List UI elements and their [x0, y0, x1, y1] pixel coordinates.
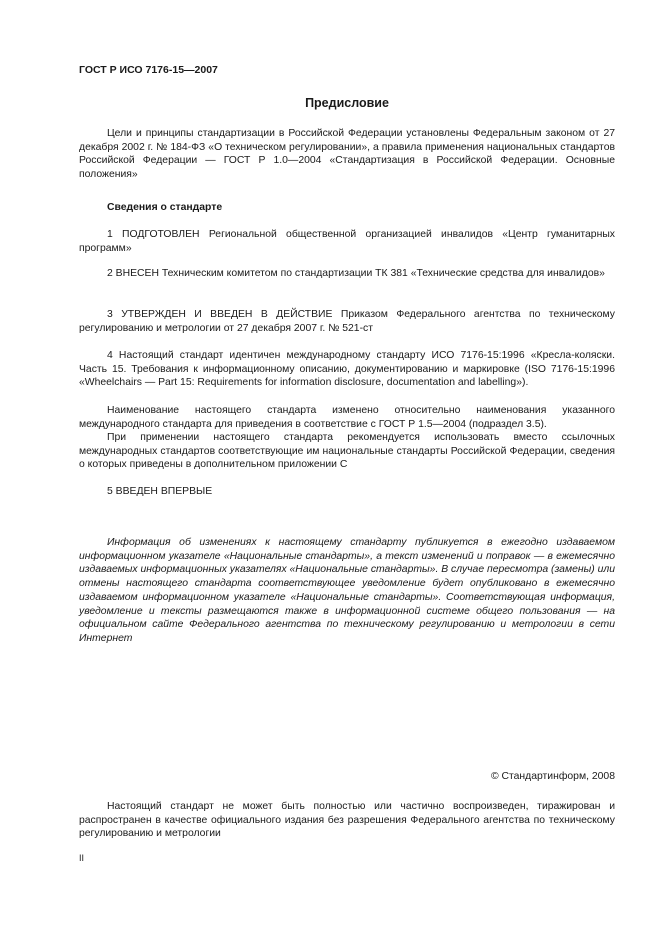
page-title: Предисловие	[305, 96, 389, 110]
item-3: 3 УТВЕРЖДЕН И ВВЕДЕН В ДЕЙСТВИЕ Приказом Федерального агентства по техническому регулированию и метрологии от 27 декабря 2007 г. № 521-ст	[79, 309, 615, 334]
document-header: ГОСТ Р ИСО 7176-15—2007	[79, 64, 218, 76]
item-2: 2 ВНЕСЕН Техническим комитетом по стандартизации ТК 381 «Технические средства для инвалидов»	[107, 268, 605, 279]
section-heading: Сведения о стандарте	[107, 202, 223, 213]
item-4-rename-note: Наименование настоящего стандарта изменено относительно наименования указанного международного стандарта для приведения в соответствие с ГОСТ Р 1.5—2004 (подраздел 3.5).	[79, 405, 615, 430]
item-4-application-note: При применении настоящего стандарта рекомендуется использовать вместо ссылочных международных стандартов соответствующие им национальные стандарты Российской Федерации, сведения о которых приведены в дополнительном приложении С	[79, 432, 615, 471]
item-5: 5 ВВЕДЕН ВПЕРВЫЕ	[107, 486, 213, 497]
reproduction-notice: Настоящий стандарт не может быть полностью или частично воспроизведен, тиражирован и распространен в качестве официального издания без разрешения Федерального агентства по техническому регулированию и метрологии	[79, 801, 615, 840]
item-4: 4 Настоящий стандарт идентичен международному стандарту ИСО 7176-15:1996 «Кресла-коляски. Часть 15. Требования к информационному описанию, документированию и маркировке (ISO 7176-15:1996 «Wheelchairs — Part 15: Requirements for information disclosure, documentation and labelling»).	[79, 350, 615, 389]
copyright-line: © Стандартинформ, 2008	[490, 771, 615, 782]
page-number: II	[79, 853, 85, 863]
intro-paragraph: Цели и принципы стандартизации в Российской Федерации установлены Федеральным законом от 27 декабря 2002 г. № 184-ФЗ «О техническом регулировании», а правила применения национальных стандартов Российской Федерации — ГОСТ Р 1.0—2004 «Стандартизация в Российской Федерации. Основные положения»	[79, 128, 615, 181]
amendments-notice: Информация об изменениях к настоящему стандарту публикуется в ежегодно издаваемом информационном указателе «Национальные стандарты», а текст изменений и поправок — в ежемесячно издаваемых информационных указателях «Национальные стандарты». В случае пересмотра (замены) или отмены настоящего стандарта соответствующее уведомление будет опубликовано в ежемесячно издаваемом информационном указателе «Национальные стандарты». Соответствующая информация, уведомление и тексты размещаются также в информационной системе общего пользования — на официальном сайте Федерального агентства по техническому регулированию и метрологии в сети Интернет	[79, 537, 615, 644]
item-1: 1 ПОДГОТОВЛЕН Региональной общественной организацией инвалидов «Центр гуманитарных программ»	[79, 229, 615, 254]
